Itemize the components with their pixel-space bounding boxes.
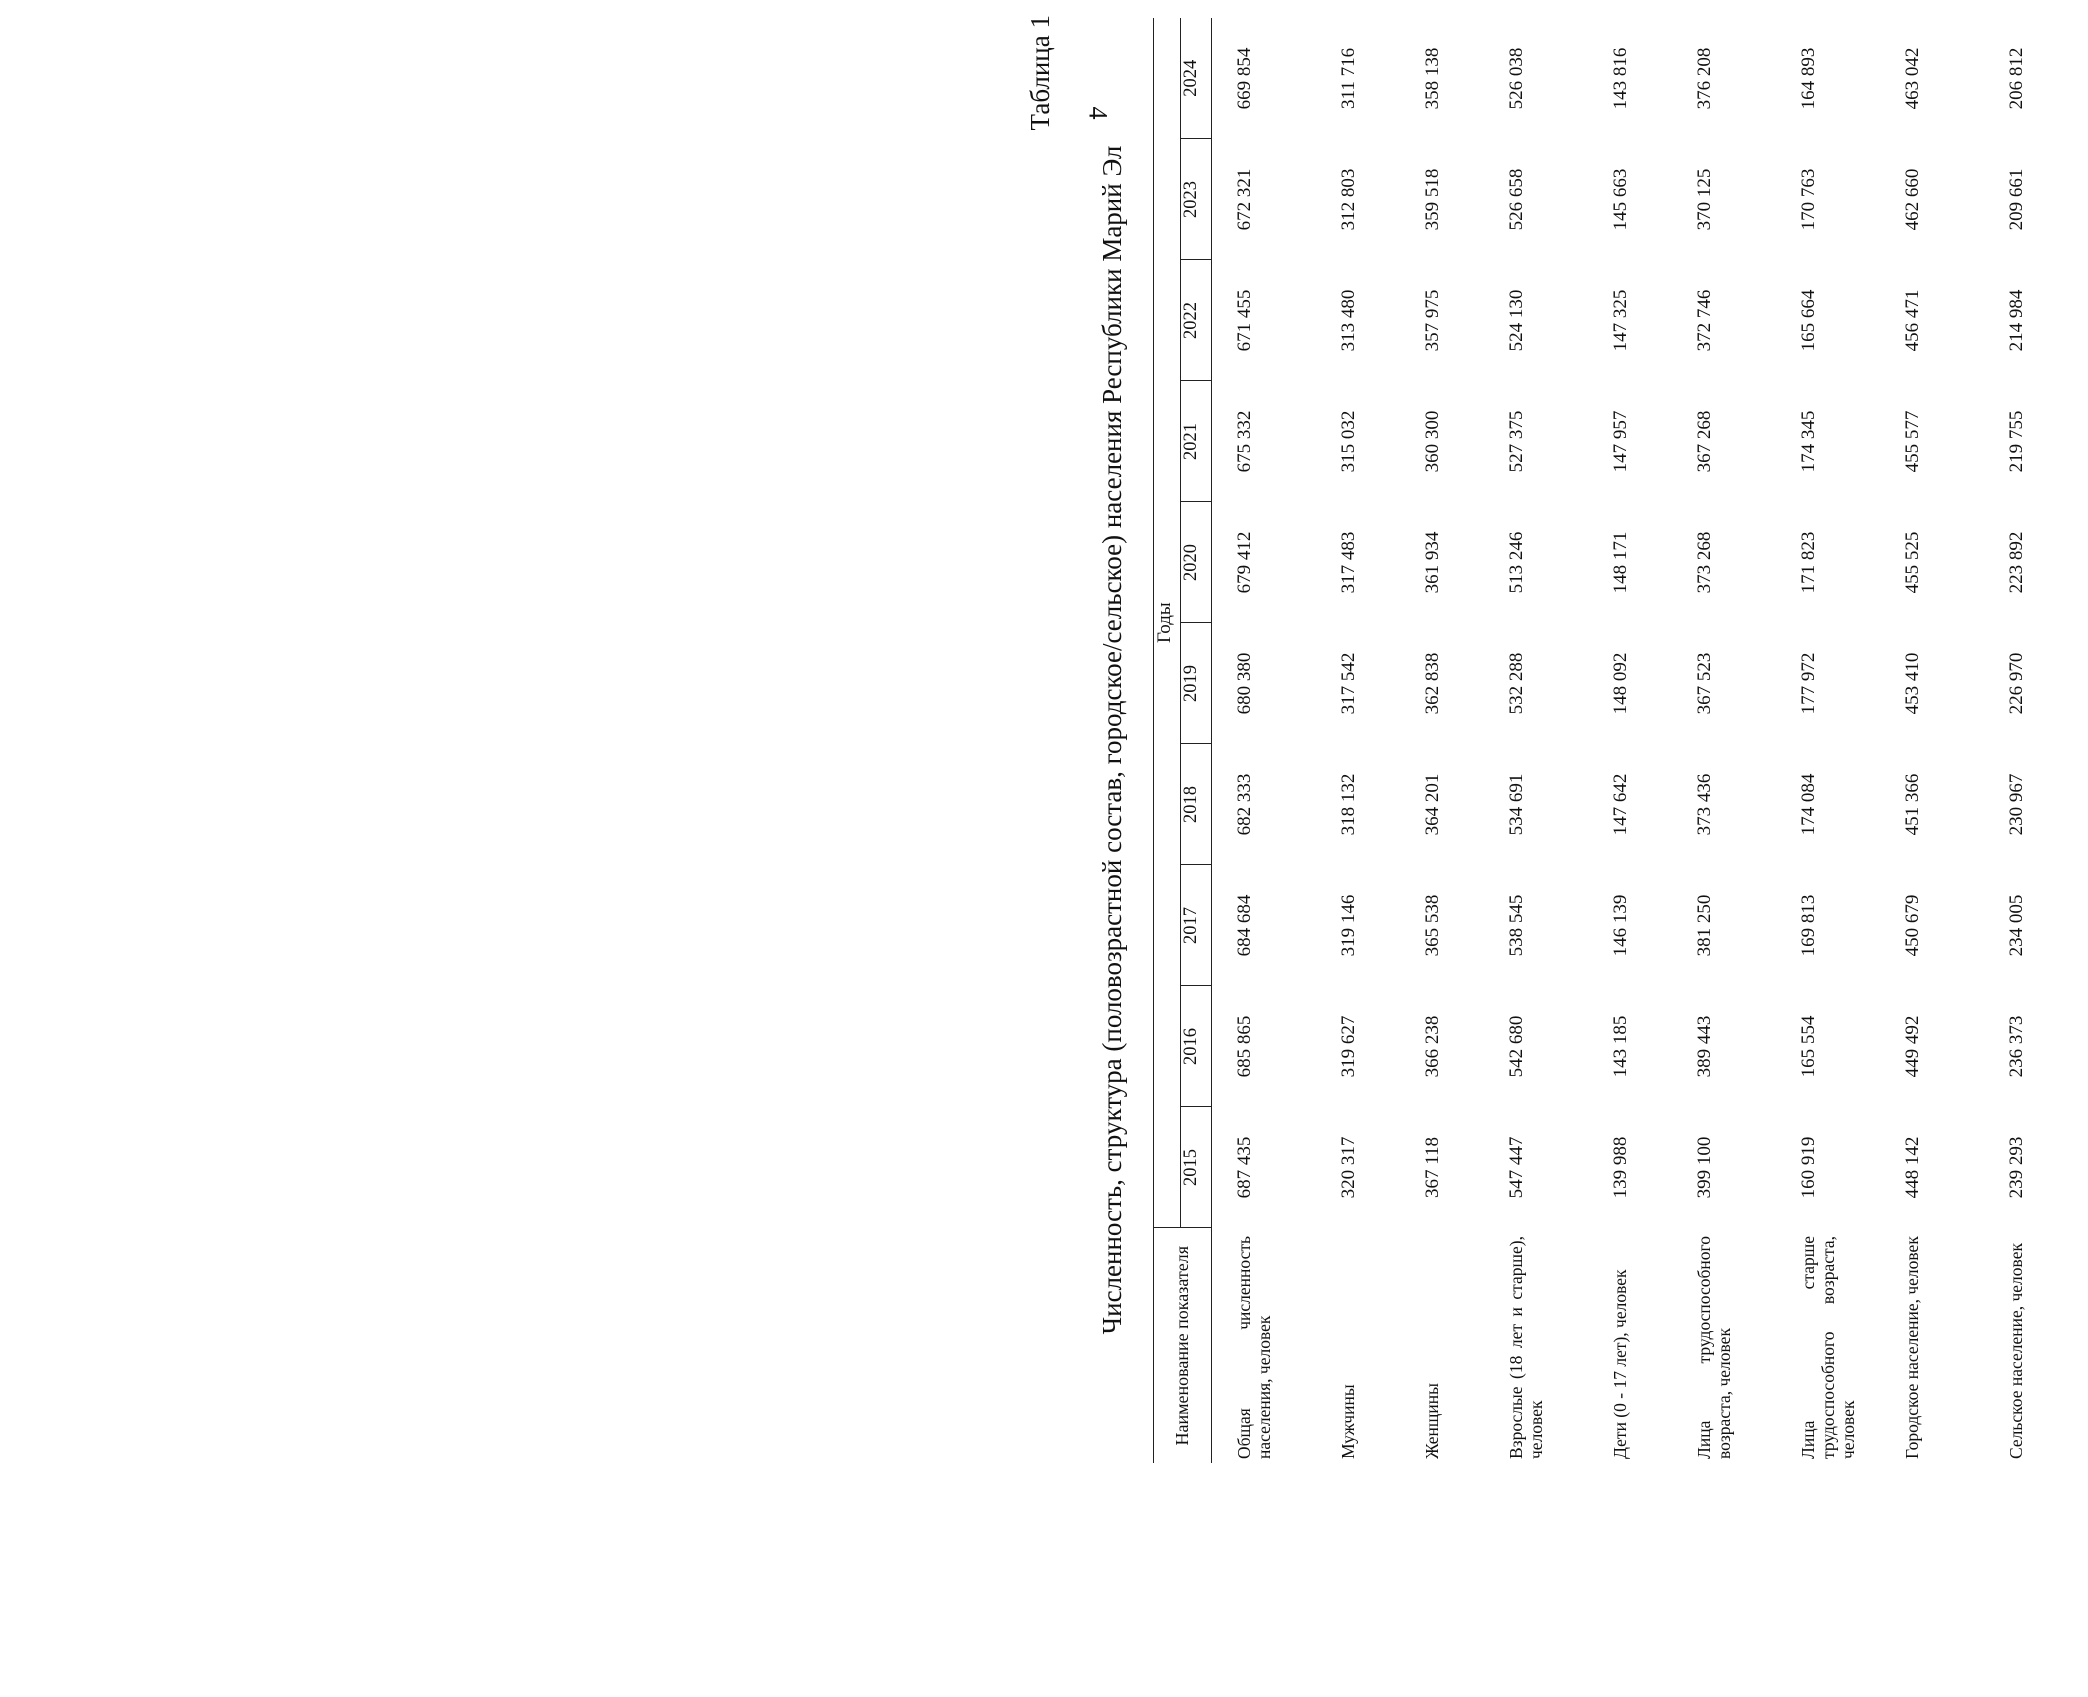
table-cell: 513 246 bbox=[1506, 531, 1527, 594]
row-label: Городское население, человек bbox=[1902, 1236, 1922, 1459]
table-cell: 171 823 bbox=[1798, 531, 1819, 594]
table-cell: 318 132 bbox=[1338, 773, 1359, 836]
page-number: 4 bbox=[1083, 106, 1113, 120]
table-cell: 534 691 bbox=[1506, 773, 1527, 836]
table-cell: 669 854 bbox=[1234, 47, 1255, 110]
table-cell: 234 005 bbox=[2006, 894, 2027, 957]
table-cell: 455 577 bbox=[1902, 410, 1923, 473]
table-cell: 450 679 bbox=[1902, 894, 1923, 957]
table-cell: 209 661 bbox=[2006, 168, 2027, 231]
table-cell: 165 554 bbox=[1798, 1015, 1819, 1078]
table-cell: 223 892 bbox=[2006, 531, 2027, 594]
table-cell: 672 321 bbox=[1234, 168, 1255, 231]
table-cell: 143 816 bbox=[1610, 47, 1631, 110]
table-cell: 364 201 bbox=[1422, 773, 1443, 836]
table-cell: 317 542 bbox=[1338, 652, 1359, 715]
table-row bbox=[1776, 18, 1880, 1463]
table-cell: 538 545 bbox=[1506, 894, 1527, 957]
row-label: Дети (0 - 17 лет), человек bbox=[1610, 1269, 1630, 1459]
header-year: 2018 bbox=[1181, 744, 1212, 865]
row-label: Общая численность населения, человек bbox=[1234, 1236, 1274, 1459]
header-year: 2023 bbox=[1181, 139, 1212, 260]
table-cell: 148 171 bbox=[1610, 531, 1631, 594]
table-cell: 320 317 bbox=[1338, 1136, 1359, 1199]
table-cell: 389 443 bbox=[1694, 1015, 1715, 1078]
row-label: Сельское население, человек bbox=[2006, 1243, 2026, 1459]
table-row bbox=[1484, 18, 1588, 1463]
table-cell: 143 185 bbox=[1610, 1015, 1631, 1078]
table-cell: 679 412 bbox=[1234, 531, 1255, 594]
header-year: 2019 bbox=[1181, 623, 1212, 744]
table-cell: 219 755 bbox=[2006, 410, 2027, 473]
table-cell: 147 642 bbox=[1610, 773, 1631, 836]
header-year: 2021 bbox=[1181, 381, 1212, 502]
header-year: 2024 bbox=[1181, 18, 1212, 139]
table-cell: 365 538 bbox=[1422, 894, 1443, 957]
header-indicator-name: Наименование показателя bbox=[1154, 1228, 1212, 1463]
table-cell: 685 865 bbox=[1234, 1015, 1255, 1078]
document-title: Численность, структура (половозрастной состав, городское/сельское) населения Республики Марий Эл bbox=[1097, 145, 1127, 1335]
row-label: Лица старше трудоспособного возраста, человек bbox=[1798, 1236, 1858, 1459]
row-label: Женщины bbox=[1422, 1383, 1442, 1459]
table-cell: 148 092 bbox=[1610, 652, 1631, 715]
table-label: Таблица 1 bbox=[1025, 15, 1055, 131]
table-cell: 526 038 bbox=[1506, 47, 1527, 110]
table-row bbox=[1588, 18, 1672, 1463]
table-cell: 226 970 bbox=[2006, 652, 2027, 715]
table-row bbox=[1984, 18, 2088, 1463]
table-cell: 462 660 bbox=[1902, 168, 1923, 231]
table-cell: 147 325 bbox=[1610, 289, 1631, 352]
table-cell: 357 975 bbox=[1422, 289, 1443, 352]
table-cell: 160 919 bbox=[1798, 1136, 1819, 1199]
table-cell: 372 746 bbox=[1694, 289, 1715, 352]
table-cell: 139 988 bbox=[1610, 1136, 1631, 1199]
table-cell: 359 518 bbox=[1422, 168, 1443, 231]
table-cell: 367 523 bbox=[1694, 652, 1715, 715]
table-cell: 367 118 bbox=[1422, 1136, 1443, 1199]
table-cell: 671 455 bbox=[1234, 289, 1255, 352]
table-cell: 174 084 bbox=[1798, 773, 1819, 836]
table-cell: 687 435 bbox=[1234, 1136, 1255, 1199]
table-cell: 319 627 bbox=[1338, 1015, 1359, 1078]
table-cell: 451 366 bbox=[1902, 773, 1923, 836]
table-cell: 366 238 bbox=[1422, 1015, 1443, 1078]
table-cell: 682 333 bbox=[1234, 773, 1255, 836]
header-years: Годы bbox=[1154, 18, 1181, 1228]
rotated-page-content bbox=[1025, 0, 2027, 1485]
table-cell: 684 684 bbox=[1234, 894, 1255, 957]
table-cell: 169 813 bbox=[1798, 894, 1819, 957]
header-year: 2020 bbox=[1181, 502, 1212, 623]
table-cell: 680 380 bbox=[1234, 652, 1255, 715]
table-cell: 146 139 bbox=[1610, 894, 1631, 957]
table-cell: 527 375 bbox=[1506, 410, 1527, 473]
table-cell: 164 893 bbox=[1798, 47, 1819, 110]
header-year: 2015 bbox=[1181, 1107, 1212, 1228]
table-cell: 230 967 bbox=[2006, 773, 2027, 836]
header-year: 2016 bbox=[1181, 986, 1212, 1107]
table-row bbox=[1672, 18, 1776, 1463]
table-cell: 524 130 bbox=[1506, 289, 1527, 352]
table-cell: 174 345 bbox=[1798, 410, 1819, 473]
table-cell: 206 812 bbox=[2006, 47, 2027, 110]
table-cell: 547 447 bbox=[1506, 1136, 1527, 1199]
table-cell: 381 250 bbox=[1694, 894, 1715, 957]
table-cell: 312 803 bbox=[1338, 168, 1359, 231]
table-cell: 145 663 bbox=[1610, 168, 1631, 231]
table-row bbox=[1212, 18, 1317, 1463]
table-cell: 362 838 bbox=[1422, 652, 1443, 715]
table-cell: 360 300 bbox=[1422, 410, 1443, 473]
table-row bbox=[1400, 18, 1484, 1463]
table-cell: 463 042 bbox=[1902, 47, 1923, 110]
table-cell: 532 288 bbox=[1506, 652, 1527, 715]
table-row bbox=[1316, 18, 1400, 1463]
table-cell: 165 664 bbox=[1798, 289, 1819, 352]
table-cell: 373 268 bbox=[1694, 531, 1715, 594]
table-cell: 236 373 bbox=[2006, 1015, 2027, 1078]
table-cell: 311 716 bbox=[1338, 47, 1359, 109]
table-cell: 239 293 bbox=[2006, 1136, 2027, 1199]
header-year: 2022 bbox=[1181, 260, 1212, 381]
table-cell: 361 934 bbox=[1422, 531, 1443, 594]
table-cell: 542 680 bbox=[1506, 1015, 1527, 1078]
table-cell: 315 032 bbox=[1338, 410, 1359, 473]
table-cell: 319 146 bbox=[1338, 894, 1359, 957]
table-cell: 147 957 bbox=[1610, 410, 1631, 473]
header-year: 2017 bbox=[1181, 865, 1212, 986]
table-cell: 448 142 bbox=[1902, 1136, 1923, 1199]
table-cell: 358 138 bbox=[1422, 47, 1443, 110]
population-table bbox=[1153, 18, 2088, 1463]
table-cell: 449 492 bbox=[1902, 1015, 1923, 1078]
table-cell: 313 480 bbox=[1338, 289, 1359, 352]
table-cell: 456 471 bbox=[1902, 289, 1923, 352]
table-cell: 373 436 bbox=[1694, 773, 1715, 836]
table-cell: 399 100 bbox=[1694, 1136, 1715, 1199]
table-cell: 675 332 bbox=[1234, 410, 1255, 473]
table-cell: 376 208 bbox=[1694, 47, 1715, 110]
table-cell: 453 410 bbox=[1902, 652, 1923, 715]
table-cell: 170 763 bbox=[1798, 168, 1819, 231]
row-label: Взрослые (18 лет и старше), человек bbox=[1506, 1236, 1546, 1459]
table-cell: 177 972 bbox=[1798, 652, 1819, 715]
row-label: Лица трудоспособного возраста, человек bbox=[1694, 1236, 1734, 1459]
table-row bbox=[1880, 18, 1984, 1463]
table-cell: 214 984 bbox=[2006, 289, 2027, 352]
table-cell: 455 525 bbox=[1902, 531, 1923, 594]
table-cell: 370 125 bbox=[1694, 168, 1715, 231]
row-label: Мужчины bbox=[1338, 1384, 1358, 1459]
table-cell: 317 483 bbox=[1338, 531, 1359, 594]
table-cell: 526 658 bbox=[1506, 168, 1527, 231]
table-cell: 367 268 bbox=[1694, 410, 1715, 473]
